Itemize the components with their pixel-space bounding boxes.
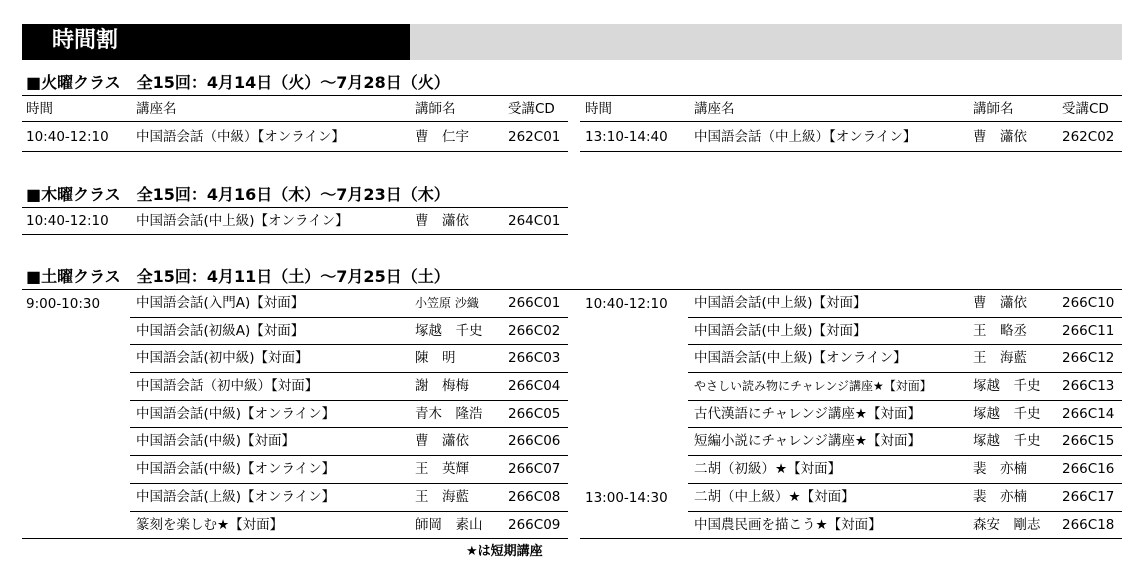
teacher-cell: 塚越 千史 [973, 378, 1041, 395]
thu-teacher: 曹 瀟依 [415, 213, 469, 229]
code-cell: 266C09 [508, 516, 561, 533]
course-cell: 中国語会話(中上級)【対面】 [694, 295, 867, 311]
table-row [22, 484, 568, 512]
table-row [22, 290, 568, 318]
code-cell: 266C15 [1062, 433, 1115, 450]
header-course-right: 講座名 [694, 101, 735, 117]
table-row [580, 428, 1122, 456]
header-rule-left [22, 121, 568, 122]
header-course-left: 講座名 [136, 101, 177, 117]
course-cell: 中国語会話（初中級）【対面】 [136, 378, 319, 395]
thu-course: 中国語会話(中上級)【オンライン】 [136, 213, 349, 229]
sat-left-time: 9:00-10:30 [26, 296, 101, 312]
course-cell: 短編小説にチャレンジ講座★【対面】 [694, 433, 922, 450]
code-cell: 266C10 [1062, 295, 1115, 311]
table-row [22, 318, 568, 346]
header-code-left: 受講CD [508, 101, 555, 117]
course-cell: 中国語会話(初中級)【対面】 [136, 350, 309, 367]
course-cell: 二胡（初級）★【対面】 [694, 461, 842, 478]
table-row [580, 484, 1122, 512]
course-cell: 中国語会話(上級)【オンライン】 [136, 488, 336, 505]
course-cell: 中国語会話(中級)【オンライン】 [136, 405, 336, 422]
code-cell: 266C16 [1062, 461, 1115, 478]
course-cell: 篆刻を楽しむ★【対面】 [136, 516, 284, 533]
sat-right-time-1: 10:40-12:10 [585, 296, 668, 312]
table-row [580, 456, 1122, 484]
teacher-cell: 塚越 千史 [415, 322, 483, 339]
course-cell: 中国語会話(入門A)【対面】 [136, 295, 305, 311]
header-teacher-left: 講師名 [415, 101, 456, 117]
title-bar-fill [410, 24, 1122, 60]
short-course-note: ★は短期講座 [466, 544, 543, 559]
teacher-cell: 裴 亦楠 [973, 461, 1027, 478]
teacher-cell: 裴 亦楠 [973, 488, 1027, 505]
row-divider [580, 538, 1122, 539]
thursday-rule [22, 207, 568, 208]
code-cell: 266C02 [508, 322, 561, 339]
thu-row-rule [22, 234, 568, 235]
tue-left-code: 262C01 [508, 129, 561, 145]
tuesday-rule [22, 95, 1122, 96]
course-cell: 中国語会話(中上級)【オンライン】 [694, 350, 907, 367]
table-row [22, 401, 568, 429]
page-title: 時間割 [52, 28, 119, 53]
table-row [22, 428, 568, 456]
table-row [22, 373, 568, 401]
table-row [22, 345, 568, 373]
course-cell: 中国農民画を描こう★【対面】 [694, 516, 882, 533]
header-time-right: 時間 [585, 101, 612, 117]
table-row [580, 512, 1122, 540]
tue-left-time: 10:40-12:10 [26, 129, 109, 145]
teacher-cell: 王 略丞 [973, 322, 1027, 339]
course-cell: 中国語会話(中上級)【対面】 [694, 322, 867, 339]
saturday-left-list [22, 290, 568, 539]
thursday-heading: ■木曜クラス 全15回：4月16日（木）～7月23日（木） [26, 185, 450, 204]
code-cell: 266C01 [508, 295, 561, 311]
teacher-cell: 森安 剛志 [973, 516, 1041, 533]
code-cell: 266C04 [508, 378, 561, 395]
table-row [580, 318, 1122, 346]
row-divider [22, 538, 568, 539]
tue-left-teacher: 曹 仁宇 [415, 129, 469, 145]
table-row [580, 401, 1122, 429]
teacher-cell: 王 英輝 [415, 461, 469, 478]
tue-row-rule-right [580, 151, 1122, 152]
course-cell: 古代漢語にチャレンジ講座★【対面】 [694, 405, 922, 422]
course-cell: 中国語会話(中級)【対面】 [136, 433, 296, 450]
course-cell: 中国語会話(初級A)【対面】 [136, 322, 305, 339]
code-cell: 266C06 [508, 433, 561, 450]
teacher-cell: 陳 明 [415, 350, 456, 367]
code-cell: 266C05 [508, 405, 561, 422]
saturday-right-list [580, 290, 1122, 539]
teacher-cell: 小笠原 沙織 [415, 296, 479, 310]
code-cell: 266C17 [1062, 488, 1115, 505]
table-row [580, 290, 1122, 318]
saturday-heading: ■土曜クラス 全15回：4月11日（土）～7月25日（土） [26, 267, 450, 286]
code-cell: 266C08 [508, 488, 561, 505]
teacher-cell: 王 海藍 [415, 488, 469, 505]
code-cell: 266C13 [1062, 378, 1115, 395]
code-cell: 266C12 [1062, 350, 1115, 367]
table-row [22, 512, 568, 540]
tue-right-teacher: 曹 瀟依 [973, 129, 1027, 145]
tue-row-rule-left [22, 151, 568, 152]
table-row [580, 345, 1122, 373]
tue-right-course: 中国語会話（中上級）【オンライン】 [694, 129, 917, 145]
tue-right-time: 13:10-14:40 [585, 129, 668, 145]
tue-left-course: 中国語会話（中級）【オンライン】 [136, 129, 345, 145]
header-code-right: 受講CD [1062, 101, 1109, 117]
thu-time: 10:40-12:10 [26, 213, 109, 229]
teacher-cell: 師岡 素山 [415, 516, 483, 533]
code-cell: 266C11 [1062, 322, 1115, 339]
tue-right-code: 262C02 [1062, 129, 1115, 145]
course-cell: やさしい読み物にチャレンジ講座★【対面】 [694, 379, 932, 394]
teacher-cell: 曹 瀟依 [415, 433, 469, 450]
teacher-cell: 青木 隆浩 [415, 405, 483, 422]
sat-right-time-2: 13:00-14:30 [585, 490, 668, 506]
code-cell: 266C07 [508, 461, 561, 478]
tuesday-heading: ■火曜クラス 全15回：4月14日（火）～7月28日（火） [26, 73, 450, 92]
course-cell: 中国語会話(中級)【オンライン】 [136, 461, 336, 478]
table-row [22, 456, 568, 484]
table-row [580, 373, 1122, 401]
code-cell: 266C18 [1062, 516, 1115, 533]
code-cell: 266C14 [1062, 405, 1115, 422]
header-rule-right [580, 121, 1122, 122]
header-time-left: 時間 [26, 101, 53, 117]
teacher-cell: 塚越 千史 [973, 405, 1041, 422]
header-teacher-right: 講師名 [973, 101, 1014, 117]
teacher-cell: 王 海藍 [973, 350, 1027, 367]
teacher-cell: 塚越 千史 [973, 433, 1041, 450]
code-cell: 266C03 [508, 350, 561, 367]
teacher-cell: 曹 瀟依 [973, 295, 1027, 311]
course-cell: 二胡（中上級）★【対面】 [694, 488, 855, 505]
thu-code: 264C01 [508, 213, 561, 229]
teacher-cell: 謝 梅梅 [415, 378, 469, 395]
